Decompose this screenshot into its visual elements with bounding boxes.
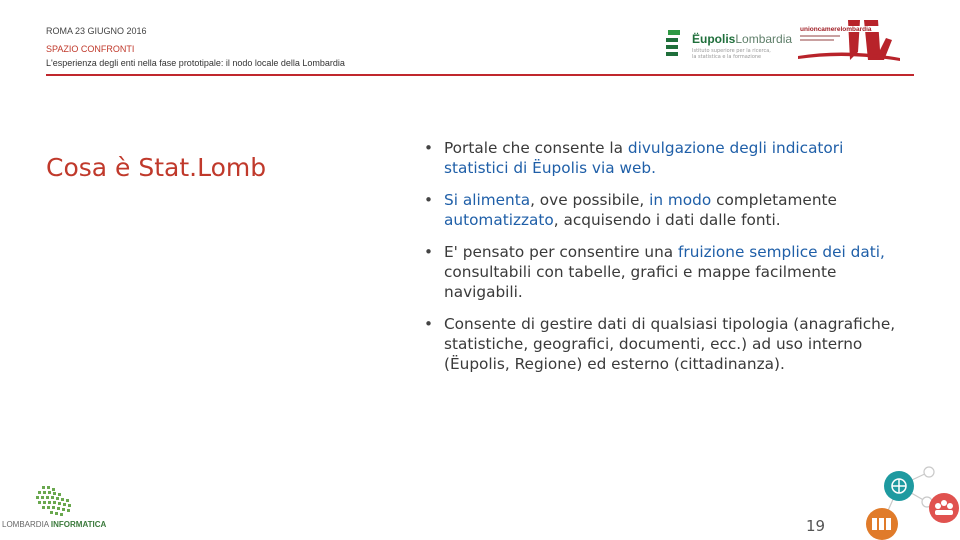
bullet-list	[422, 138, 912, 386]
bullet-item	[422, 190, 912, 230]
unioncamere-name: unioncamerelombardia	[800, 26, 872, 33]
lombardia-region-icon	[2, 484, 114, 520]
bullet-item	[422, 138, 912, 178]
lombardia-wordmark-part2: INFORMATICA	[50, 520, 107, 529]
eupolis-name	[692, 32, 792, 46]
bullet-item	[422, 242, 912, 302]
eupolis-mark-icon	[666, 30, 686, 58]
eupolis-logo	[664, 26, 793, 64]
bullet-text: Consente di gestire dati di qualsiasi tipologia (anagrafiche, statistiche, geografici, documenti, ecc.) ad uso interno (Ëupolis, Regione) ed esterno (cittadinanza).	[444, 315, 896, 373]
header-divider	[46, 74, 914, 76]
lombardia-informatica-wordmark	[2, 520, 106, 529]
bullet-text: Portale che consente la	[444, 139, 628, 157]
slide-title: Cosa è Stat.Lomb	[46, 152, 267, 182]
bullet-highlight: fruizione semplice dei dati,	[678, 243, 885, 261]
eupolis-name-light: Lombardia	[735, 32, 793, 46]
unioncamere-logo	[796, 18, 904, 64]
bullet-highlight: in modo	[649, 191, 712, 209]
lombardia-wordmark-part1: LOMBARDIA	[2, 520, 49, 529]
eupolis-name-bold: Ëupolis	[692, 32, 736, 46]
bullet-text: E' pensato per consentire una	[444, 243, 679, 261]
header-date: ROMA 23 GIUGNO 2016	[46, 26, 147, 36]
network-decoration	[852, 466, 960, 540]
lombardia-informatica-logo	[2, 484, 114, 530]
bullet-text: , acquisendo i dati dalle fonti.	[553, 211, 781, 229]
bullet-text: , ove possibile,	[530, 191, 650, 209]
eupolis-tagline: Istituto superiore per la ricerca, la statistica e la formazione	[692, 48, 771, 60]
bullet-highlight: divulgazione degli indicatori statistici di Ëupolis via web.	[444, 139, 844, 177]
page-number: 19	[806, 517, 826, 535]
network-node-icon	[924, 467, 934, 477]
bullet-text: consultabili con tabelle, grafici e mappe facilmente navigabili.	[444, 263, 837, 301]
red-circle-icon	[929, 493, 959, 523]
bullet-text: completamente	[711, 191, 837, 209]
header-subtitle: L'esperienza degli enti nella fase prototipale: il nodo locale della Lombardia	[46, 58, 345, 68]
bullet-item	[422, 314, 912, 374]
header-section: SPAZIO CONFRONTI	[46, 44, 135, 54]
bullet-highlight: automatizzato	[444, 211, 554, 229]
bullet-highlight: Si alimenta	[444, 191, 531, 209]
